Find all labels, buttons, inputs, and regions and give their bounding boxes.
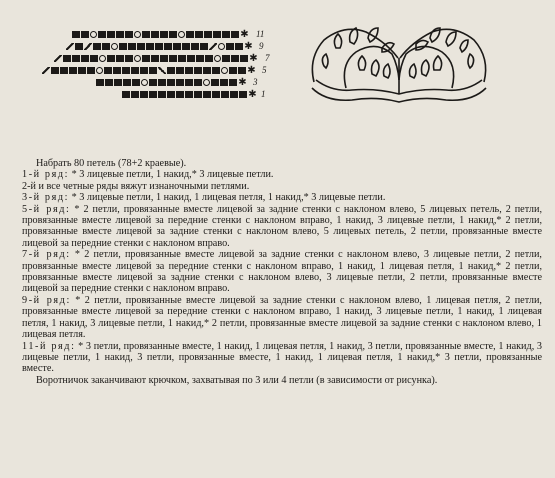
yarn-over-cell bbox=[218, 43, 225, 50]
knit-stitch-cell bbox=[125, 31, 133, 38]
knit-stitch-cell bbox=[187, 55, 195, 62]
row-9-text: * 2 петли, провязанные вместе лицевой за задние стенки с наклоном влево, 1 лицевая петля, 2 петли, провязанные вместе лицевой за передние стенки с наклоном вправо, 1 накид, 3 лицевые петли, 1 накид, 1 лицевая петля, 1 накид, 3 лицевые петли, 1 накид,* 2 петли, провязанные вместе лицевой за задние стенки с наклоном влево, 1 лицевая петля. bbox=[22, 294, 542, 341]
knit-stitch-cell bbox=[90, 55, 98, 62]
knit-stitch-cell bbox=[72, 31, 80, 38]
knit-stitch-cell bbox=[222, 31, 230, 38]
knit-stitch-cell bbox=[169, 31, 177, 38]
chart-row-number: 11 bbox=[256, 29, 265, 39]
chart-row bbox=[72, 30, 250, 38]
row-7-label: 7-й ряд: bbox=[22, 249, 71, 261]
yarn-over-cell bbox=[178, 31, 185, 38]
knit-stitch-cell bbox=[194, 79, 202, 86]
decrease-left-cell bbox=[66, 43, 74, 50]
knit-stitch-cell bbox=[226, 43, 234, 50]
finish-line: Воротничок заканчивают крючком, захватывая по 3 или 4 петли (в зависимости от рисунка). bbox=[36, 374, 438, 386]
knit-stitch-cell bbox=[81, 31, 89, 38]
knit-stitch-cell bbox=[160, 55, 168, 62]
knit-stitch-cell bbox=[51, 67, 59, 74]
knit-stitch-cell bbox=[196, 55, 204, 62]
knit-stitch-cell bbox=[125, 55, 133, 62]
row-1-text: * 3 лицевые петли, 1 накид,* 3 лицевые петли. bbox=[69, 169, 274, 181]
yarn-over-cell bbox=[214, 55, 221, 62]
knit-stitch-cell bbox=[176, 67, 184, 74]
yarn-over-cell bbox=[96, 67, 103, 74]
knit-stitch-cell bbox=[131, 67, 139, 74]
knit-stitch-cell bbox=[185, 79, 193, 86]
row-1 bbox=[22, 169, 542, 180]
row-3-text: * 3 лицевые петли, 1 накид, 1 лицевая петля, 1 накид,* 3 лицевые петли. bbox=[69, 192, 386, 204]
knit-stitch-cell bbox=[116, 55, 124, 62]
instructions-text bbox=[22, 158, 542, 386]
knit-stitch-cell bbox=[176, 79, 184, 86]
yarn-over-cell bbox=[90, 31, 97, 38]
knit-stitch-cell bbox=[239, 91, 247, 98]
knit-stitch-cell bbox=[191, 43, 199, 50]
row-9 bbox=[22, 295, 542, 341]
knit-stitch-cell bbox=[240, 55, 248, 62]
knit-stitch-cell bbox=[235, 43, 243, 50]
knit-stitch-cell bbox=[142, 55, 150, 62]
chart-row bbox=[54, 54, 259, 62]
row-7 bbox=[22, 249, 542, 295]
knit-stitch-cell bbox=[231, 55, 239, 62]
repeat-marker: ✱ bbox=[247, 64, 256, 76]
knit-stitch-cell bbox=[105, 79, 113, 86]
decrease-left-cell bbox=[54, 55, 62, 62]
knit-stitch-cell bbox=[122, 91, 130, 98]
knit-stitch-cell bbox=[231, 31, 239, 38]
yarn-over-cell bbox=[221, 67, 228, 74]
intro-line: Набрать 80 петель (78+2 краевые). bbox=[36, 158, 187, 169]
yarn-over-cell bbox=[111, 43, 118, 50]
knit-stitch-cell bbox=[75, 43, 83, 50]
knit-stitch-cell bbox=[113, 67, 121, 74]
knit-stitch-cell bbox=[195, 31, 203, 38]
knit-stitch-cell bbox=[164, 43, 172, 50]
knit-stitch-cell bbox=[205, 55, 213, 62]
knit-stitch-cell bbox=[167, 67, 175, 74]
knit-stitch-cell bbox=[114, 79, 122, 86]
knit-stitch-cell bbox=[203, 91, 211, 98]
row-1-label: 1-й ряд: bbox=[22, 169, 70, 181]
knit-stitch-cell bbox=[107, 55, 115, 62]
yarn-over-cell bbox=[203, 79, 210, 86]
knit-stitch-cell bbox=[158, 91, 166, 98]
row-5-label: 5-й ряд: bbox=[22, 203, 71, 215]
knit-stitch-cell bbox=[212, 67, 220, 74]
knit-stitch-cell bbox=[204, 31, 212, 38]
yarn-over-cell bbox=[141, 79, 148, 86]
knit-stitch-cell bbox=[104, 67, 112, 74]
knit-stitch-cell bbox=[178, 55, 186, 62]
decrease-right-cell bbox=[158, 67, 166, 74]
row-3-label: 3-й ряд: bbox=[22, 192, 70, 204]
row-5-text: * 2 петли, провязанные вместе лицевой за задние стенки с наклоном влево, 5 лицевых петель, 2 петли, провязанные вместе лицевой за передние стенки с наклоном вправо, 1 накид, 3 лицевые петли, 1 накид,* 2 петли, провязанные вместе лицевой за задние стенки с наклоном влево, 5 лицевых петель, 2 петли, провязанные вместе лицевой за передние стенки с наклоном вправо. bbox=[22, 203, 542, 249]
knit-stitch-cell bbox=[155, 43, 163, 50]
knit-stitch-cell bbox=[122, 67, 130, 74]
knit-stitch-cell bbox=[212, 91, 220, 98]
knit-stitch-cell bbox=[229, 67, 237, 74]
knit-stitch-cell bbox=[167, 91, 175, 98]
yarn-over-cell bbox=[134, 55, 141, 62]
row-3 bbox=[22, 192, 542, 203]
knit-stitch-cell bbox=[211, 79, 219, 86]
knit-stitch-cell bbox=[185, 67, 193, 74]
knitting-chart bbox=[42, 28, 292, 108]
knit-stitch-cell bbox=[182, 43, 190, 50]
yarn-over-cell bbox=[99, 55, 106, 62]
knit-stitch-cell bbox=[222, 55, 230, 62]
knit-stitch-cell bbox=[69, 67, 77, 74]
knit-stitch-cell bbox=[142, 31, 150, 38]
knit-stitch-cell bbox=[160, 31, 168, 38]
row-11 bbox=[22, 341, 542, 375]
row-5 bbox=[22, 204, 542, 250]
knit-stitch-cell bbox=[173, 43, 181, 50]
yarn-over-cell bbox=[134, 31, 141, 38]
row-9-label: 9-й ряд: bbox=[22, 294, 71, 306]
row-7-text: * 2 петли, провязанные вместе лицевой за задние стенки с наклоном влево, 3 лицевые петли, 2 петли, провязанные вместе лицевой за передние стенки с наклоном вправо, 1 накид, 1 лицевая петля, 1 накид,* 2 петли, провязанные вместе лицевой за задние стенки с наклоном влево, 3 лицевые петли, 2 петли, провязанные вместе лицевой за передние стенки с наклоном вправо. bbox=[22, 249, 542, 295]
knit-stitch-cell bbox=[72, 55, 80, 62]
knit-stitch-cell bbox=[200, 43, 208, 50]
knit-stitch-cell bbox=[119, 43, 127, 50]
knit-stitch-cell bbox=[81, 55, 89, 62]
knit-stitch-cell bbox=[116, 31, 124, 38]
knit-stitch-cell bbox=[98, 31, 106, 38]
knit-stitch-cell bbox=[185, 91, 193, 98]
chart-row bbox=[42, 66, 257, 74]
chart-row-number: 1 bbox=[261, 89, 266, 99]
knit-stitch-cell bbox=[87, 67, 95, 74]
knit-stitch-cell bbox=[149, 67, 157, 74]
chart-row bbox=[122, 90, 258, 98]
chart-row-number: 9 bbox=[259, 41, 264, 51]
knit-stitch-cell bbox=[78, 67, 86, 74]
knit-stitch-cell bbox=[140, 91, 148, 98]
knit-stitch-cell bbox=[123, 79, 131, 86]
knit-stitch-cell bbox=[238, 67, 246, 74]
knit-stitch-cell bbox=[194, 67, 202, 74]
knit-stitch-cell bbox=[60, 67, 68, 74]
knit-stitch-cell bbox=[151, 55, 159, 62]
knit-stitch-cell bbox=[230, 91, 238, 98]
repeat-marker: ✱ bbox=[249, 52, 258, 64]
chart-row bbox=[96, 78, 248, 86]
row-11-label: 11-й ряд: bbox=[22, 340, 76, 352]
row-2: 2-й и все четные ряды вяжут изнаночными петлями. bbox=[22, 180, 250, 192]
knit-stitch-cell bbox=[63, 55, 71, 62]
knit-stitch-cell bbox=[131, 91, 139, 98]
knit-stitch-cell bbox=[194, 91, 202, 98]
knit-stitch-cell bbox=[96, 79, 104, 86]
knit-stitch-cell bbox=[151, 31, 159, 38]
knit-stitch-cell bbox=[149, 91, 157, 98]
repeat-marker: ✱ bbox=[244, 40, 253, 52]
repeat-marker: ✱ bbox=[240, 28, 249, 40]
knit-stitch-cell bbox=[167, 79, 175, 86]
knit-stitch-cell bbox=[176, 91, 184, 98]
decrease-left-cell bbox=[84, 43, 92, 50]
repeat-marker: ✱ bbox=[238, 76, 247, 88]
knit-stitch-cell bbox=[220, 79, 228, 86]
chart-row bbox=[66, 42, 254, 50]
knit-stitch-cell bbox=[132, 79, 140, 86]
chart-row-number: 5 bbox=[262, 65, 267, 75]
row-11-text: * 3 петли, провязанные вместе, 1 накид, 1 лицевая петля, 1 накид, 3 петли, провязанные вместе, 1 накид, 3 лицевые петли, 1 накид, 3 петли, провязанные вместе, 1 накид, 1 лицевая петля, 1 накид,* 3 петли, провязанные вместе. bbox=[22, 340, 542, 375]
knit-stitch-cell bbox=[149, 79, 157, 86]
knit-stitch-cell bbox=[93, 43, 101, 50]
chart-row-number: 3 bbox=[253, 77, 258, 87]
knit-stitch-cell bbox=[137, 43, 145, 50]
decrease-left-cell bbox=[209, 43, 217, 50]
knit-stitch-cell bbox=[128, 43, 136, 50]
knit-stitch-cell bbox=[229, 79, 237, 86]
knit-stitch-cell bbox=[102, 43, 110, 50]
knit-stitch-cell bbox=[140, 67, 148, 74]
knit-stitch-cell bbox=[107, 31, 115, 38]
knit-stitch-cell bbox=[203, 67, 211, 74]
decrease-left-cell bbox=[42, 67, 50, 74]
chart-row-number: 7 bbox=[265, 53, 270, 63]
knit-stitch-cell bbox=[221, 91, 229, 98]
knit-stitch-cell bbox=[169, 55, 177, 62]
knit-stitch-cell bbox=[213, 31, 221, 38]
collar-illustration bbox=[306, 18, 492, 110]
repeat-marker: ✱ bbox=[248, 88, 257, 100]
knit-stitch-cell bbox=[186, 31, 194, 38]
knit-stitch-cell bbox=[158, 79, 166, 86]
knit-stitch-cell bbox=[146, 43, 154, 50]
